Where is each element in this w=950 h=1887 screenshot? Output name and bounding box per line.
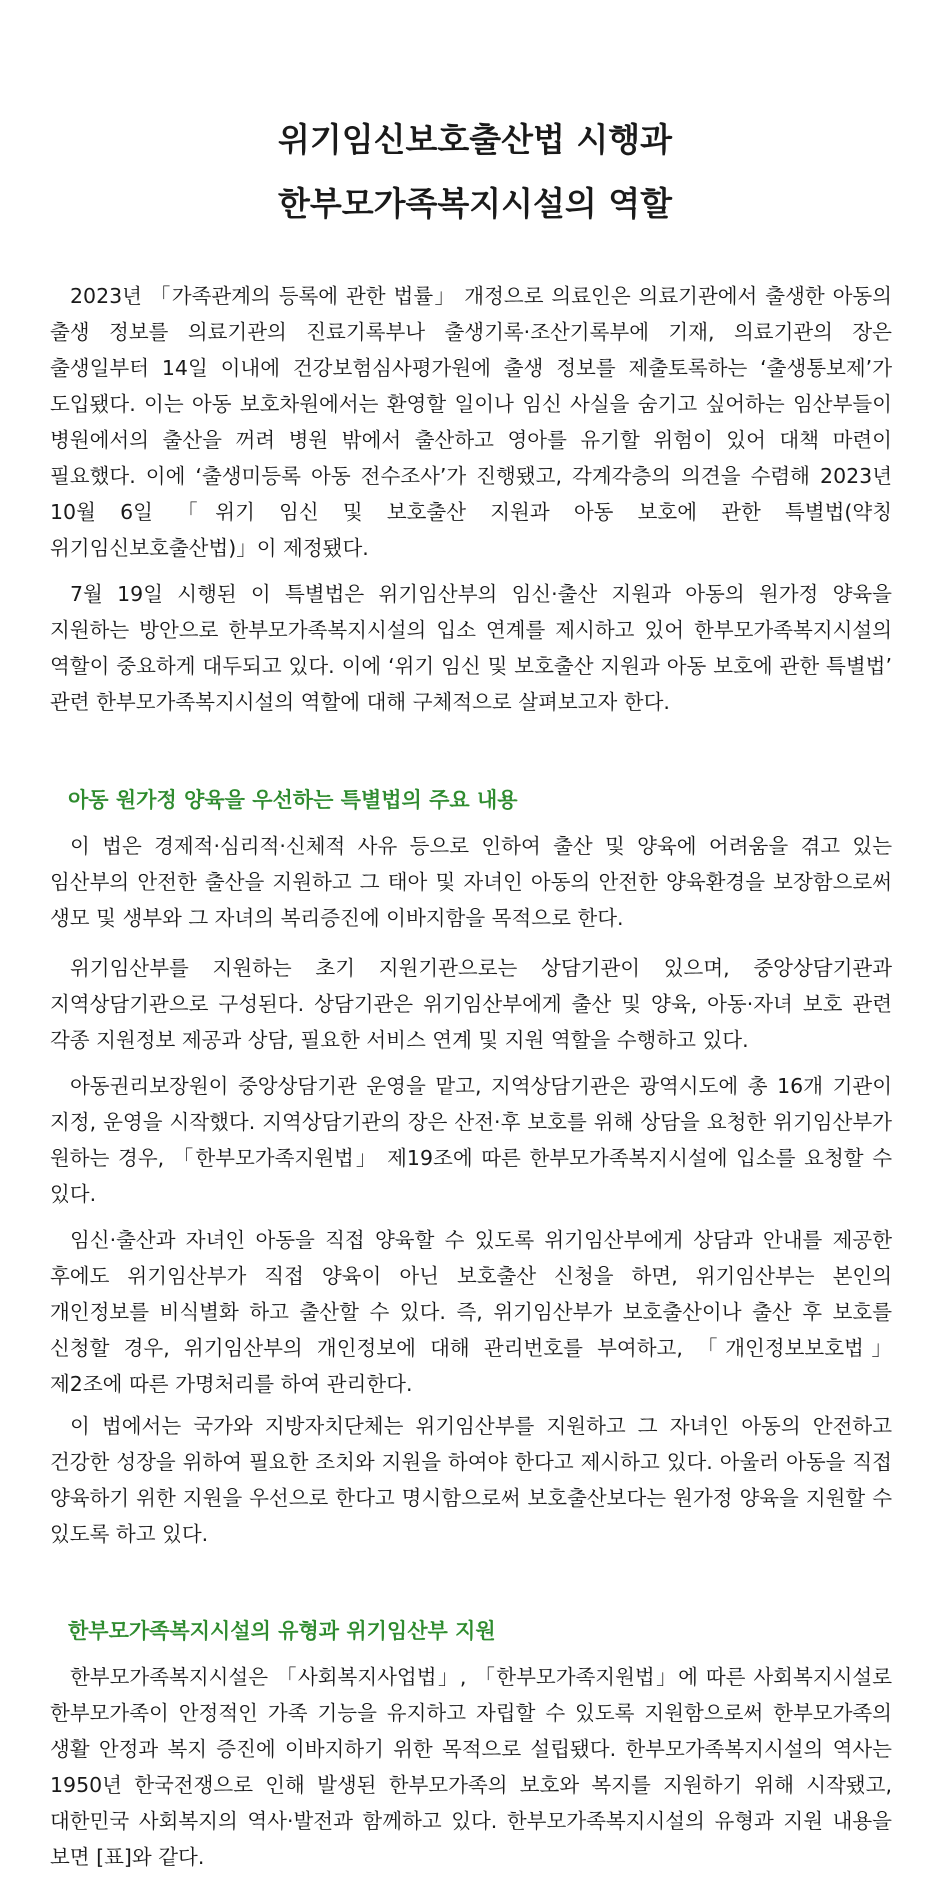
section-1-paragraph-5: 이 법에서는 국가와 지방자치단체는 위기임산부를 지원하고 그 자녀인 아동의 안전하고 건강한 성장을 위하여 필요한 조치와 지원을 하여야 한다고 제시하고 있다. 아울러 아동을 직접 양육하기 위한 지원을 우선으로 한다고 명시함으로써 보호출산보다는 원가정 양육을 지원할 수 있도록 하고 있다. (50, 1414, 892, 1546)
section-2-paragraph-1: 한부모가족복지시설은 「사회복지사업법」, 「한부모가족지원법」에 따른 사회복지시설로 한부모가족이 안정적인 가족 기능을 유지하고 자립할 수 있도록 지원함으로써 한부모가족의 생활 안정과 복지 증진에 이바지하기 위한 목적으로 설립됐다. 한부모가족복지시설의 역사는 1950년 한국전쟁으로 인해 발생된 한부모가족의 보호와 복지를 지원하기 위해 시작됐고, 대한민국 사회복지의 역사·발전과 함께하고 있다. 한부모가족복지시설의 유형과 지원 내용을 보면 [표]와 같다. (50, 1665, 892, 1869)
section-2-heading: 한부모가족복지시설의 유형과 위기임산부 지원 (68, 1619, 496, 1643)
section-1-paragraph-2: 위기임산부를 지원하는 초기 지원기관으로는 상담기관이 있으며, 중앙상담기관과 지역상담기관으로 구성된다. 상담기관은 위기임산부에게 출산 및 양육, 아동·자녀 보호 관련 각종 지원정보 제공과 상담, 필요한 서비스 연계 및 지원 역할을 수행하고 있다. (50, 956, 892, 1052)
intro-paragraph-1: 2023년 「가족관계의 등록에 관한 법률」 개정으로 의료인은 의료기관에서 출생한 아동의 출생 정보를 의료기관의 진료기록부나 출생기록·조산기록부에 기재, 의료기관의 장은 출생일부터 14일 이내에 건강보험심사평가원에 출생 정보를 제출토록하는 ‘출생통보제’가 도입됐다. 이는 아동 보호차원에서는 환영할 일이나 임신 사실을 숨기고 싶어하는 임산부들이 병원에서의 출산을 꺼려 병원 밖에서 출산하고 영아를 유기할 위험이 있어 대책 마련이 필요했다. 이에 ‘출생미등록 아동 전수조사’가 진행됐고, 각계각층의 의견을 수렴해 2023년 10월 6일 「위기 임신 및 보호출산 지원과 아동 보호에 관한 특별법(약칭 위기임신보호출산법)」이 제정됐다. (50, 284, 892, 560)
section-1-paragraph-1: 이 법은 경제적·심리적·신체적 사유 등으로 인하여 출산 및 양육에 어려움을 겪고 있는 임산부의 안전한 출산을 지원하고 그 태아 및 자녀인 아동의 안전한 양육환경을 보장함으로써 생모 및 생부와 그 자녀의 복리증진에 이바지함을 목적으로 한다. (50, 834, 892, 930)
intro-paragraph-2: 7월 19일 시행된 이 특별법은 위기임산부의 임신·출산 지원과 아동의 원가정 양육을 지원하는 방안으로 한부모가족복지시설의 입소 연계를 제시하고 있어 한부모가족복지시설의 역할이 중요하게 대두되고 있다. 이에 ‘위기 임신 및 보호출산 지원과 아동 보호에 관한 특별법’ 관련 한부모가족복지시설의 역할에 대해 구체적으로 살펴보고자 한다. (50, 582, 892, 714)
section-1-paragraph-4: 임신·출산과 자녀인 아동을 직접 양육할 수 있도록 위기임산부에게 상담과 안내를 제공한 후에도 위기임산부가 직접 양육이 아닌 보호출산 신청을 하면, 위기임산부는 본인의 개인정보를 비식별화 하고 출산할 수 있다. 즉, 위기임산부가 보호출산이나 출산 후 보호를 신청할 경우, 위기임산부의 개인정보에 대해 관리번호를 부여하고, 「개인정보보호법」 제2조에 따른 가명처리를 하여 관리한다. (50, 1228, 892, 1396)
title-line-2: 한부모가족복지시설의 역할 (277, 184, 673, 223)
section-1-paragraph-3: 아동권리보장원이 중앙상담기관 운영을 맡고, 지역상담기관은 광역시도에 총 16개 기관이 지정, 운영을 시작했다. 지역상담기관의 장은 산전·후 보호를 위해 상담을 요청한 위기임산부가 원하는 경우, 「한부모가족지원법」 제19조에 따른 한부모가족복지시설에 입소를 요청할 수 있다. (50, 1074, 892, 1206)
section-1-heading: 아동 원가정 양육을 우선하는 특별법의 주요 내용 (68, 788, 518, 812)
title-line-1: 위기임신보호출산법 시행과 (277, 120, 673, 159)
